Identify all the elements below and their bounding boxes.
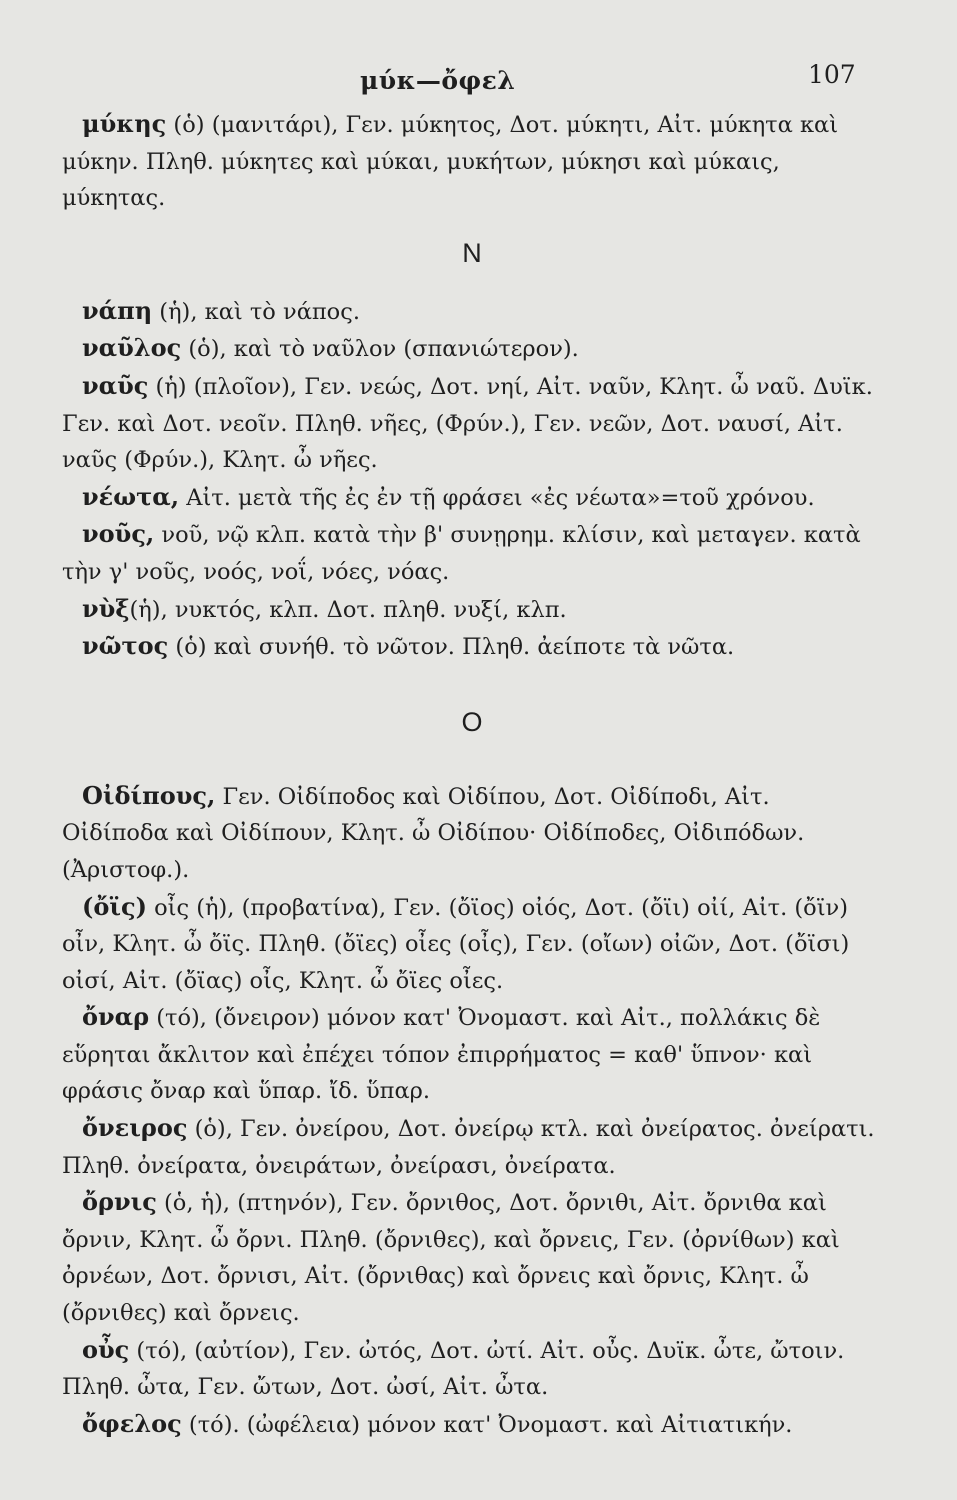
entry-definition: Αἰτ. μετὰ τῆς ἐς ἐν τῇ φράσει «ἐς νέωτα»=τοῦ χρόνου. <box>179 484 815 511</box>
entries-n <box>62 293 882 666</box>
section-letter-o: Ο <box>461 706 483 737</box>
page-header <box>0 56 957 96</box>
dictionary-entry <box>62 778 882 889</box>
page-number: 107 <box>808 60 856 89</box>
entry-definition: (ὁ), Γεν. ὀνείρου, Δοτ. ὀνείρῳ κτλ. καὶ ὀνείρατος. ὀνείρατι. Πληθ. ὀνείρατα, ὀνειράτων, ὀνείρασι, ὀνείρατα. <box>62 1116 875 1179</box>
dictionary-entry <box>62 368 882 479</box>
dictionary-entry <box>62 293 882 331</box>
entry-definition: νοῦ, νῷ κλπ. κατὰ τὴν β' συνῃρημ. κλίσιν, καὶ μεταγεν. κατὰ τὴν γ' νοῦς, νοός, νοΐ, νόες, νόας. <box>62 522 861 585</box>
dictionary-entry <box>62 591 882 629</box>
entry-headword: ὄναρ <box>82 1002 150 1032</box>
entry-definition: (ὁ, ἡ), (πτηνόν), Γεν. ὄρνιθος, Δοτ. ὄρνιθι, Αἰτ. ὄρνιθα καὶ ὄρνιν, Κλητ. ὦ ὄρνι. Πληθ. (ὄρνιθες), καὶ ὄρνεις, Γεν. (ὀρνίθων) καὶ ὀρνέων, Δοτ. ὄρνισι, Αἰτ. (ὄρνιθας) καὶ ὄρνεις καὶ ὄρνις, Κλητ. ὦ (ὄρνιθες) καὶ ὄρνεις. <box>62 1190 840 1327</box>
entry-headword: ναῦς <box>82 370 149 400</box>
dictionary-entry <box>62 889 882 1000</box>
dictionary-entry <box>62 516 882 590</box>
entries-o <box>62 778 882 1444</box>
entries-m <box>62 106 882 217</box>
dictionary-entry <box>62 479 882 517</box>
entry-headword: νέωτα, <box>82 481 180 511</box>
dictionary-entry <box>62 106 882 217</box>
entry-headword: οὖς <box>82 1334 130 1364</box>
page-body <box>62 106 882 1443</box>
entry-headword: (ὄϊς) <box>82 891 147 921</box>
entry-definition: (τό), (ὄνειρον) μόνον κατ' Ὀνομαστ. καὶ Αἰτ., πολλάκις δὲ εὕρηται ἄκλιτον καὶ ἐπέχει τόπον ἐπιρρήματος = καθ' ὕπνον· καὶ φράσις ὄναρ καὶ ὕπαρ. ἴδ. ὕπαρ. <box>62 1005 821 1105</box>
entry-headword: νὺξ <box>82 593 130 623</box>
entry-headword: νοῦς, <box>82 519 155 549</box>
entry-definition: (τό), (αὐτίον), Γεν. ὠτός, Δοτ. ὠτί. Αἰτ. οὖς. Δυϊκ. ὦτε, ὤτοιν. Πληθ. ὦτα, Γεν. ὤτων, Δοτ. ὠσί, Αἰτ. ὦτα. <box>62 1337 845 1401</box>
entry-headword: ὄρνις <box>82 1187 157 1217</box>
section-letter-n: Ν <box>462 237 482 268</box>
entry-headword: νῶτος <box>82 631 169 661</box>
entry-definition: (τό). (ὠφέλεια) μόνον κατ' Ὀνομαστ. καὶ Αἰτιατικήν. <box>181 1411 793 1438</box>
entry-definition: (ὁ), καὶ τὸ ναῦλον (σπανιώτερον). <box>181 336 579 363</box>
entry-definition: (ἡ), καὶ τὸ νάπος. <box>152 298 360 325</box>
dictionary-entry <box>62 1406 882 1444</box>
entry-definition: (ἡ) (πλοῖον), Γεν. νεώς, Δοτ. νηί, Αἰτ. ναῦν, Κλητ. ὦ ναῦ. Δυϊκ. Γεν. καὶ Δοτ. νεοῖν. Πληθ. νῆες, (Φρύν.), Γεν. νεῶν, Δοτ. ναυσί, Αἰτ. ναῦς (Φρύν.), Κλητ. ὦ νῆες. <box>62 373 873 474</box>
dictionary-entry <box>62 1184 882 1331</box>
entry-headword: ὄνειρος <box>82 1113 188 1143</box>
entry-definition: Γεν. Οἰδίποδος καὶ Οἰδίπου, Δοτ. Οἰδίποδι, Αἰτ. Οἰδίποδα καὶ Οἰδίπουν, Κλητ. ὦ Οἰδίπου· Οἰδίποδες, Οἰδιπόδων. (Ἀριστοφ.). <box>62 783 805 883</box>
entry-headword: ναῦλος <box>82 333 182 363</box>
dictionary-entry <box>62 330 882 368</box>
entry-definition: (ὁ) καὶ συνήθ. τὸ νῶτον. Πληθ. ἀείποτε τὰ νῶτα. <box>168 634 735 661</box>
dictionary-entry <box>62 628 882 666</box>
dictionary-entry <box>62 1332 882 1406</box>
entry-definition: οἶς (ἡ), (προβατίνα), Γεν. (ὄϊος) οἰός, Δοτ. (ὄϊι) οἰί, Αἰτ. (ὄϊν) οἶν, Κλητ. ὦ ὄϊς. Πληθ. (ὄϊες) οἶες (οἶς), Γεν. (οἴων) οἰῶν, Δοτ. (ὄϊσι) οἰσί, Αἰτ. (ὄϊας) οἶς, Κλητ. ὦ ὄϊες οἶες. <box>62 894 850 994</box>
entry-headword: μύκης <box>82 109 167 138</box>
entry-headword: ὄφελος <box>82 1408 182 1438</box>
dictionary-entry <box>62 999 882 1110</box>
running-head: μύκ—ὄφελ <box>360 66 516 95</box>
entry-definition: (ἡ), νυκτός, κλπ. Δοτ. πληθ. νυξί, κλπ. <box>129 596 567 623</box>
entry-headword: νάπη <box>82 295 153 325</box>
entry-headword: Οἰδίπους, <box>82 780 216 810</box>
dictionary-entry <box>62 1110 882 1184</box>
entry-definition: (ὁ) (μανιτάρι), Γεν. μύκητος, Δοτ. μύκητι, Αἰτ. μύκητα καὶ μύκην. Πληθ. μύκητες καὶ μύκαι, μυκήτων, μύκησι καὶ μύκαις, μύκητας. <box>62 112 839 212</box>
